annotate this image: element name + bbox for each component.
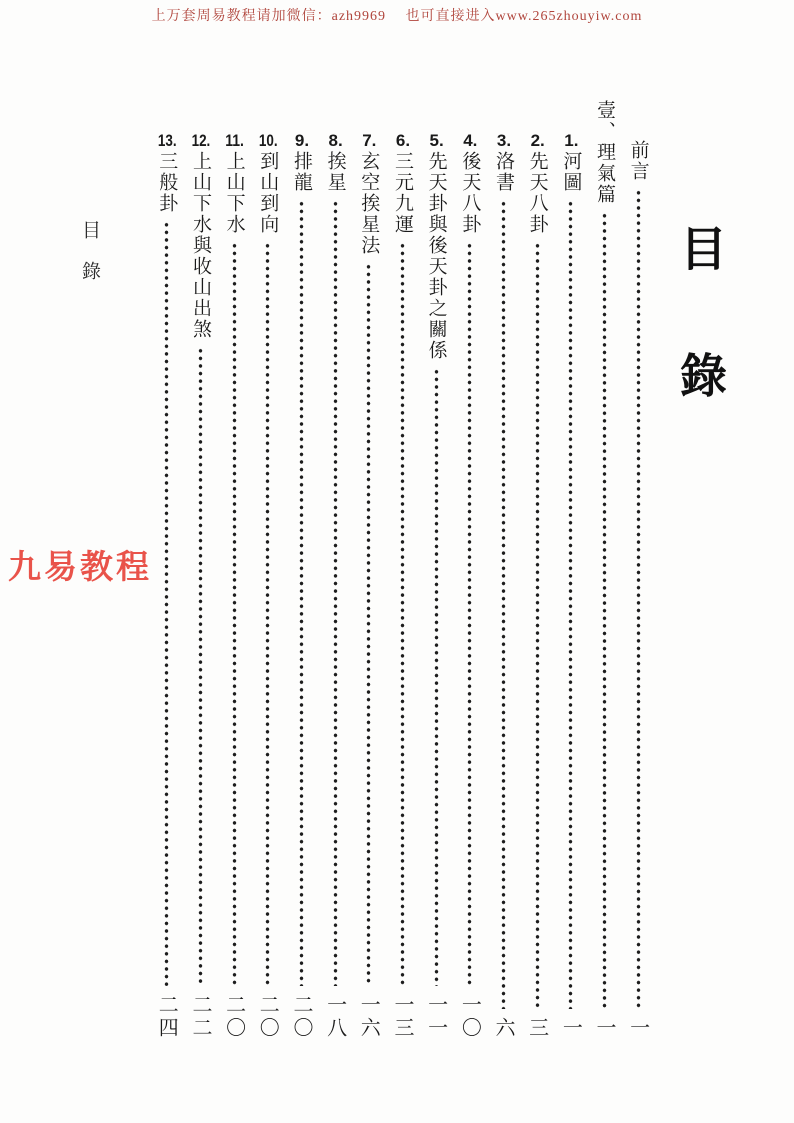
- entry-title: 上山下水與收山出煞: [189, 151, 211, 340]
- entry-page-number: 二〇: [256, 994, 279, 1040]
- entry-title: 排龍: [290, 151, 312, 193]
- entry-page-number: 一三: [390, 994, 413, 1040]
- dotted-leader: [636, 189, 641, 1009]
- toc-entry: [285, 100, 319, 1042]
- entry-title: 先天八卦: [526, 151, 548, 235]
- toc-entry: [386, 100, 420, 1042]
- entry-page-number: 三: [525, 1017, 548, 1040]
- entry-number: 11.: [225, 132, 244, 149]
- dotted-leader: [434, 368, 439, 986]
- entry-title: 先天卦與後天卦之關係: [425, 151, 447, 361]
- dotted-leader: [299, 200, 304, 986]
- dotted-leader: [164, 221, 169, 986]
- entry-number: 3.: [496, 132, 512, 149]
- page-title: 目錄: [673, 224, 725, 478]
- dotted-leader: [568, 200, 573, 1009]
- toc-entry: [487, 100, 521, 1042]
- dotted-leader: [501, 200, 506, 1009]
- entry-page-number: 二四: [155, 994, 178, 1040]
- toc-entry: [621, 100, 655, 1042]
- entry-title: 上山下水: [223, 151, 245, 235]
- entry-number: 4.: [463, 132, 478, 149]
- toc-entry: [251, 100, 285, 1042]
- dotted-leader: [198, 347, 203, 986]
- entry-page-number: 一八: [323, 994, 346, 1040]
- dotted-leader: [400, 242, 405, 986]
- entry-number: 6.: [395, 132, 411, 149]
- entry-page-number: 一一: [424, 994, 447, 1040]
- entry-number: 2.: [530, 132, 545, 149]
- toc-entry: [588, 100, 622, 1042]
- entry-title: 挨星: [324, 151, 346, 193]
- header-ad-text: 上万套周易教程请加微信：azh9969 也可直接进入www.265zhouyiw.com: [151, 9, 643, 24]
- toc-entry: [520, 100, 554, 1042]
- entry-number: 5.: [429, 132, 444, 149]
- entry-number: 12.: [191, 132, 211, 149]
- entry-page-number: 二〇: [222, 994, 245, 1040]
- dotted-leader: [535, 242, 540, 1009]
- entry-page-number: 一〇: [458, 994, 481, 1040]
- entry-page-number: 六: [491, 1017, 514, 1040]
- entry-page-number: 二〇: [289, 994, 312, 1040]
- entry-title: 後天八卦: [459, 151, 481, 235]
- dotted-leader: [366, 263, 371, 986]
- entry-title: 壹、理氣篇: [594, 100, 615, 205]
- entry-page-number: 一: [626, 1017, 649, 1040]
- toc-entry: [150, 100, 184, 1042]
- dotted-leader: [333, 200, 338, 986]
- entry-number: 1.: [564, 132, 579, 149]
- entry-title: 到山到向: [257, 151, 279, 235]
- entry-title: 河圖: [560, 151, 582, 193]
- toc-entry: [352, 100, 386, 1042]
- toc-entry: [318, 100, 352, 1042]
- entry-page-number: 一六: [357, 994, 380, 1040]
- entry-number: 13.: [157, 132, 177, 149]
- entry-title: 三般卦: [156, 151, 178, 214]
- toc-entry: [453, 100, 487, 1042]
- entry-number: 10.: [258, 132, 278, 149]
- entry-page-number: 一: [559, 1017, 582, 1040]
- dotted-leader: [602, 212, 607, 1009]
- entry-title: 三元九運: [391, 151, 413, 235]
- entry-title: 洛書: [492, 151, 514, 193]
- entry-number: 8.: [328, 132, 343, 149]
- toc-entry: [419, 100, 453, 1042]
- toc-entry: [554, 100, 588, 1042]
- toc-list: [150, 100, 655, 1042]
- toc-entry: [217, 100, 251, 1042]
- dotted-leader: [467, 242, 472, 986]
- entry-page-number: 二二: [188, 994, 211, 1040]
- entry-title: 玄空挨星法: [358, 151, 380, 256]
- dotted-leader: [232, 242, 237, 986]
- entry-title: 前言: [627, 140, 649, 182]
- entry-number: 7.: [362, 132, 377, 149]
- watermark-text: 九易教程: [8, 548, 152, 585]
- entry-page-number: 一: [593, 1017, 615, 1040]
- entry-number: 9.: [294, 132, 310, 149]
- margin-page-label: 目錄: [79, 220, 100, 302]
- dotted-leader: [265, 242, 270, 986]
- toc-entry: [184, 100, 218, 1042]
